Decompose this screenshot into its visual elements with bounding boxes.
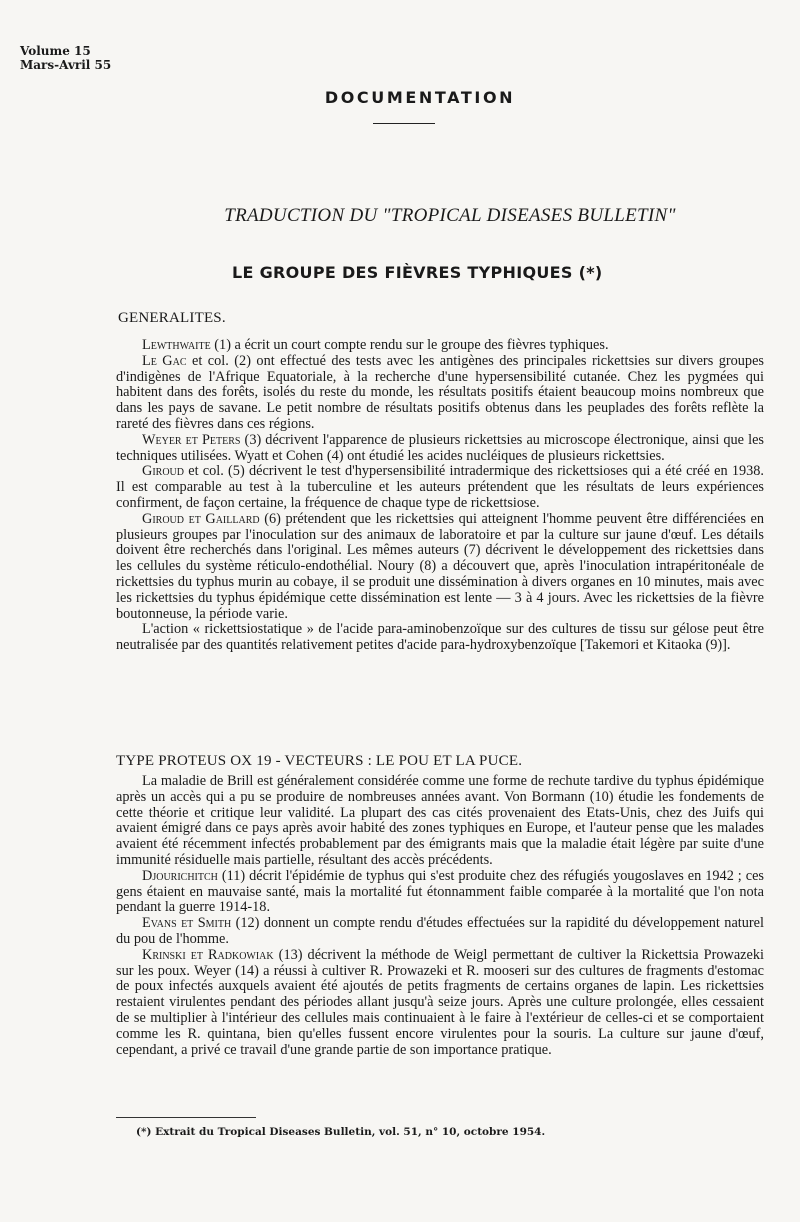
paragraph bbox=[116, 622, 764, 654]
paragraph-text: (6) prétendent que les rickettsies qui atteignent l'homme peuvent être différenciées en plusieurs groupes par l'inoculation sur des animaux de laboratoire et par la culture sur jaune d'œuf. Les détails doivent être recherchés dans l'original. Les mêmes auteurs (7) décrivent le développement des rickettsies dans les cellules du système réticulo-endothélial. Noury (8) a découvert que, après l'inoculation intrapéritonéale de rickettsies du typhus murin au cobaye, il se produit une dissémination à divers organes en 10 minutes, mais avec les rickettsies du typhus épidémique cette dissémination est lente — 3 à 4 jours. Avec les rickettsies de la fièvre boutonneuse, la période varie. bbox=[116, 510, 764, 622]
section-heading-proteus: TYPE PROTEUS OX 19 - VECTEURS : LE POU ET LA PUCE. bbox=[116, 753, 523, 769]
footnote-rule bbox=[116, 1117, 256, 1118]
issue-label: Mars-Avril 55 bbox=[20, 58, 112, 72]
paragraph bbox=[116, 774, 764, 869]
section-title: DOCUMENTATION bbox=[324, 88, 516, 107]
paragraph-text: (12) donnent un compte rendu d'études effectuées sur la rapidité du développement naturel du pou de l'homme. bbox=[116, 915, 764, 947]
masthead bbox=[20, 44, 111, 72]
paragraph-text: (11) décrit l'épidémie de typhus qui s'est produite chez des réfugiés yougoslaves en 1942 ; ces gens étaient en mauvaise santé, mais la mortalité fut étonnamment faible comparée à la mortalité que l'on nota pendant la guerre 1914-18. bbox=[116, 867, 764, 916]
volume-label: Volume 15 bbox=[20, 44, 91, 58]
paragraph-text: La maladie de Brill est généralement considérée comme une forme de rechute tardive du typhus épidémique après un accès qui a pu se produire de nombreuses années avant. Von Bormann (10) étudie les fondements de cette théorie et critique leur validité. La plupart des cas cités provenaient des Etats-Unis, chez des Juifs qui avaient émigré dans ce pays après avoir habité des zones typhiques en Europe, et l'auteur pense que les malades avaient été récemment infectés probablement par des émigrants mais que la maladie était légère par suite d'une immunité résiduelle mais partielle, résultant des accès précédents. bbox=[116, 773, 764, 868]
author-name: Djourichitch bbox=[142, 867, 218, 884]
paragraph-text: (13) décrivent la méthode de Weigl permettant de cultiver la Rickettsia Prowazeki sur les poux. Weyer (14) a réussi à cultiver R. Prowazeki et R. mooseri sur des cultures de fragments d'estomac de poux infectés auxquels avaient été ajoutés de petits fragments de certains organes de lapin. Les rickettsies restaient virulentes pendant des périodes allant jusqu'à seize jours. Après une culture prolongée, elles cessaient de se multiplier à l'intérieur des cellules mais continuaient à le faire à l'extérieur de celles-ci et se comportaient comme les R. quintana, bien qu'elles fussent encore virulentes pour la souris. La culture sur jaune d'œuf, cependant, a privé ce travail d'une grande partie de son importance pratique. bbox=[116, 946, 764, 1058]
paragraph bbox=[116, 433, 764, 465]
translation-title: TRADUCTION DU "TROPICAL DISEASES BULLETIN" bbox=[224, 205, 676, 226]
paragraph bbox=[116, 354, 764, 433]
paragraph-text: L'action « rickettsiostatique » de l'acide para-aminobenzoïque sur des cultures de tissu sur gélose peut être neutralisée par des quantités relativement petites d'acide para-hydroxybenzoïque [Takemori et Kitaoka (9)]. bbox=[116, 621, 764, 654]
paragraph-text: et col. (5) décrivent le test d'hypersensibilité intradermique des rickettsioses qui a été créé en 1938. Il est comparable au test à la tuberculine et les auteurs prétendent que les résultats de leurs expériences confirment, de façon certaine, la fréquence de chaque type de rickettsiose. bbox=[116, 463, 764, 511]
paragraph-text: et col. (2) ont effectué des tests avec les antigènes des principales rickettsies sur divers groupes d'indigènes de l'Afrique Equatoriale, à la recherche d'une hypersensibilité cutanée. Chez les pygmées qui habitent dans des forêts, isolés du reste du monde, les résultats positifs étaient beaucoup moins nombreux que dans les pays de savane. Le petit nombre de résultats positifs obtenus dans les peuplades des forêts reflète la rareté des fièvres dans ces régions. bbox=[116, 352, 764, 432]
section-body-proteus bbox=[116, 774, 764, 1058]
paragraph-text: (3) décrivent l'apparence de plusieurs rickettsies au microscope électronique, ainsi que les techniques utilisées. Wyatt et Cohen (4) ont étudié les acides nucléiques de plusieurs rickettsies. bbox=[116, 431, 764, 464]
author-name: Evans et Smith bbox=[142, 915, 232, 932]
author-name: Lewthwaite bbox=[142, 337, 211, 353]
paragraph bbox=[116, 464, 764, 511]
paragraph bbox=[116, 512, 764, 623]
author-name: Giroud et Gaillard bbox=[142, 510, 260, 527]
group-title: LE GROUPE DES FIÈVRES TYPHIQUES (*) bbox=[232, 263, 603, 282]
section-heading-generalites: GENERALITES. bbox=[118, 310, 226, 326]
author-name: Krinski et Radkowiak bbox=[142, 946, 274, 963]
paragraph bbox=[116, 869, 764, 916]
author-name: Le Gac bbox=[142, 352, 187, 369]
paragraph-text: (1) a écrit un court compte rendu sur le groupe des fièvres typhiques. bbox=[210, 337, 609, 353]
paragraph bbox=[116, 338, 764, 354]
paragraph bbox=[116, 948, 764, 1059]
title-rule bbox=[373, 123, 435, 124]
paragraph bbox=[116, 916, 764, 948]
author-name: Giroud bbox=[142, 463, 184, 480]
author-name: Weyer et Peters bbox=[142, 431, 241, 448]
section-body-generalites bbox=[116, 338, 764, 654]
footnote: (*) Extrait du Tropical Diseases Bulletin, vol. 51, n° 10, octobre 1954. bbox=[136, 1126, 546, 1138]
